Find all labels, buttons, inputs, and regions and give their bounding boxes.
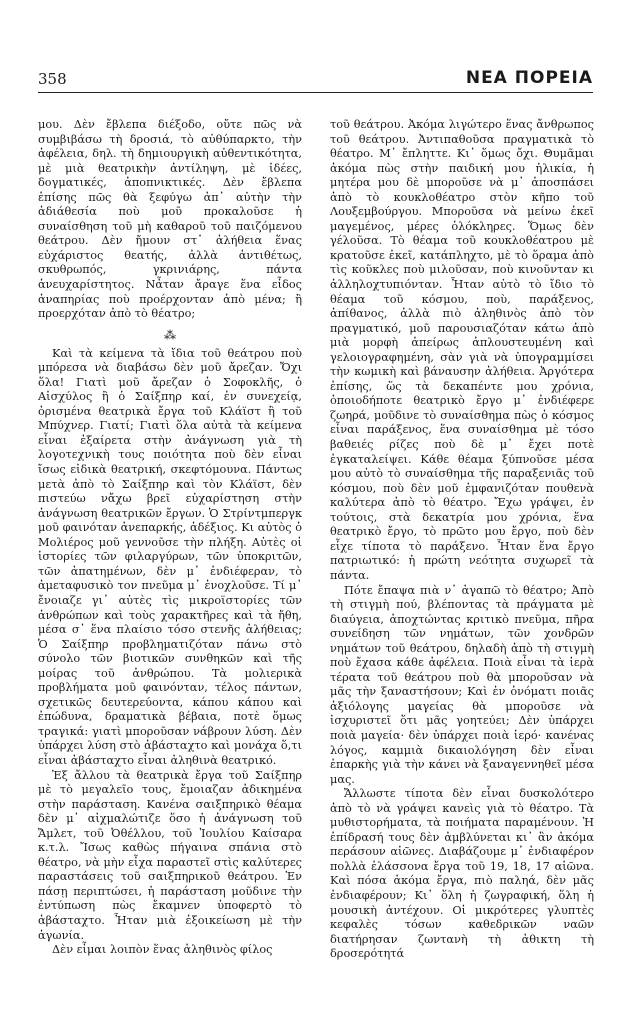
paragraph: Πότε ἔπαψα πιὰ ν᾿ ἀγαπῶ τὸ θέατρο; Ἀπὸ τὴ στιγμὴ πού, βλέποντας τὰ πράγματα μὲ διαύγεια, ἀποχτώντας κριτικὸ πνεῦμα, πῆρα συνείδηση τῶν νημάτων, τῶν χονδρῶν νημάτων τοῦ θεάτρου, δηλαδὴ ἀπὸ τὴ στιγμὴ ποὺ ἔχασα κάθε ἀφέλεια. Ποιὰ εἶναι τὰ ἱερὰ τέρατα τοῦ θεάτρου ποὺ θὰ μποροῦσαν νὰ μᾶς τὴν ξαναστήσουν; Καὶ ἐν ὀνόματι ποιᾶς ἀξιόλογης μαγείας θὰ μποροῦσε νὰ ἰσχυριστεῖ ὅτι μᾶς γοητεύει; Δὲν ὑπάρχει ποιὰ μαγεία· δὲν ὑπάρχει ποιὰ ἱερό· κανένας λόγος, καμμιὰ δικαιολόγηση δὲν εἶναι ἐπαρκὴς γιὰ τὴν κάνει νὰ ξαναγεννηθεῖ μέσα μας. <box>330 583 594 786</box>
paragraph: Ἐξ ἄλλου τὰ θεατρικὰ ἔργα τοῦ Σαίξπηρ μὲ τὸ μεγαλεῖο τους, ἔμοιαζαν ἀδικημένα στὴν παράσταση. Κανένα σαιξπηρικὸ θέαμα δὲν μ᾿ αἰχμαλώτιζε ὅσο ἡ ἀνάγνωση τοῦ Ἄμλετ, τοῦ Ὀθέλλου, τοῦ Ἰουλίου Καίσαρα κ.τ.λ. Ἴσως καθὼς πήγαινα σπάνια στὸ θέατρο, νὰ μὴν εἶχα παραστεῖ στὶς καλύτερες παραστάσεις τοῦ σαιξπηρικοῦ θεάτρου. Ἐν πάσῃ περιπτώσει, ἡ παράσταση μοῦδινε τὴν ἐντύπωση πὼς ἔκαμνεν ὑποφερτὸ τὸ ἀβάσταχτο. Ἦταν μιὰ ἐξοικείωση μὲ τὴν ἀγωνία. <box>38 768 302 942</box>
asterism-divider: ⁂ <box>164 327 176 342</box>
left-column <box>38 118 302 958</box>
page-header <box>38 70 593 93</box>
paragraph: Δὲν εἶμαι λοιπὸν ἕνας ἀληθινὸς φίλος <box>52 943 273 957</box>
paragraph: Ἄλλωστε τίποτα δὲν εἶναι δυσκολότερο ἀπὸ τὸ νὰ γράψει κανεὶς γιὰ τὸ θέατρο. Τὰ μυθιστορήματα, τὰ ποιήματα παραμένουν. Ἡ ἐπίδρασή τους δὲν ἀμβλύνεται κι᾿ ἂν ἀκόμα περάσουν αἰῶνες. Διαβάζουμε μ᾿ ἐνδιαφέρον πολλὰ ἐλάσσονα ἔργα τοῦ 19, 18, 17 αἰῶνα. Καὶ πόσα ἀκόμα ἔργα, πιὸ παληά, δὲν μᾶς ἐνδιαφέρουν; Κι᾿ ὅλη ἡ ζωγραφική, ὅλη ἡ μουσικὴ ἀντέχουν. Οἱ μικρότερες γλυπτὲς κεφαλὲς τόσων καθεδρικῶν ναῶν διατήρησαν ζωντανὴ τὴ ἀθικτη τὴ δροσερότητά <box>330 787 594 961</box>
paragraph: Καὶ τὰ κείμενα τὰ ἴδια τοῦ θεάτρου ποὺ μπόρεσα νὰ διαβάσω δὲν μοῦ ἄρεζαν. Ὄχι ὅλα! Γιατὶ μοῦ ἄρεζαν ὁ Σοφοκλῆς, ὁ Αἰσχύλος ἢ ὁ Σαίξπηρ καί, ἐν συνεχείᾳ, ὁρισμένα θεατρικὰ ἔργα τοῦ Κλάϊστ ἢ τοῦ Μπύχνερ. Γιατί; Γιατὶ ὅλα αὐτὰ τὰ κείμενα εἶναι ἐξαίρετα στὴν ἀνάγνωση γιὰ τὴ λογοτεχνικὴ τους ποιότητα ποὺ δὲν εἶναι ἴσως εἰδικὰ θεατρική, σκεφτόμουνα. Πάντως μετὰ ἀπὸ τὸ Σαίξπηρ καὶ τὸν Κλάϊστ, δὲν πιστεύω νἄχω βρεῖ εὐχαρίστηση στὴν ἀνάγνωση θεατρικῶν ἔργων. Ὁ Στρίντμπεργκ μοῦ φαινόταν ἀνεπαρκής, ἀδέξιος. Κι αὐτὸς ὁ Μολιέρος μοῦ γεννοῦσε τὴν πλήξη. Αὐτὲς οἱ ἱστορίες τῶν φιλαργύρων, τῶν ὑποκριτῶν, τῶν ἀπατημένων, δὲν μ᾿ ἐνδιέφεραν, τὸ ἀμεταφυσικὸ τον πνεῦμα μ᾿ ἐνοχλοῦσε. Τί μ᾿ ἔνοιαζε γι᾿ αὐτὲς τὶς μικροϊστορίες τῶν ἀνθρώπων καὶ τοὺς χαρακτῆρες καὶ τὰ ἤθη, μέσα σ᾿ ἕνα πλαίσιο τόσο στενῆς ἀλήθειας; Ὁ Σαίξπηρ προβληματιζόταν πάνω στὸ σύνολο τῶν βιοτικῶν συνθηκῶν καὶ τῆς μοίρας τοῦ ἀνθρώπου. Τὰ μολιερικὰ προβλήματα μοῦ φαινόνταν, τέλος πάντων, σχετικῶς δευτερεύοντα, κάπου κάπου καὶ ἐπώδυνα, δραματικὰ βέβαια, ποτὲ ὅμως τραγικά: γιατὶ μποροῦσαν νάβρουν λύση. Δὲν ὑπάρχει λύση στὸ ἀβάσταχτο καὶ μονάχα ὅ,τι εἶναι ἀβάσταχτο εἶναι ἀληθινὰ θεατρικό. <box>38 346 302 767</box>
right-column <box>330 118 594 962</box>
paragraph: μου. Δὲν ἔβλεπα διέξοδο, οὔτε πῶς νὰ συμβιβάσω τὴ δροσιά, τὸ αὐθύπαρκτο, τὴν ἀφέλεια, δηλ. τὴ δημιουργικὴ αὐθεντικότητα, μὲ μιὰ θεατρικὴν ἀντίληψη, μὲ ἰδέες, δογματικές, ἀποπνικτικές. Δὲν ἔβλεπα ἐπίσης πῶς θὰ ξεφύγω ἀπ᾿ αὐτὴν τὴν ἀδιάθεσία ποὺ μοῦ προκαλοῦσε ἡ συναίσθηση τοῦ μὴ καθαροῦ τοῦ παιζόμενου θεάτρου. Δὲν ἤμουν στ᾿ ἀλήθεια ἕνας εὐχάριστος θεατής, ἀλλὰ ἀντιθέτως, σκυθρωπός, γκρινιάρης, πάντα ἀνευχαρίστητος. Νἆταν ἄραγε ἕνα εἶδος ἀναπηρίας ποὺ προέρχονταν ἀπὸ μένα; ἢ προερχόταν ἀπὸ τὸ θέατρο; <box>38 118 302 321</box>
journal-title: ΝΕΑ ΠΟΡΕΙΑ <box>465 68 593 88</box>
paragraph: τοῦ θεάτρου. Ἀκόμα λιγώτερο ἕνας ἄνθρωπος τοῦ θεάτρου. Ἀντιπαθοῦσα πραγματικὰ τὸ θέατρο. Μ᾿ ἔπληττε. Κι᾿ ὅμως ὄχι. Θυμᾶμαι ἀκόμα πὼς στὴν παιδική μου ἡλικία, ἡ μητέρα μου δὲ μποροῦσε νὰ μ᾿ ἀποσπάσει ἀπὸ τὸ κουκλοθέατρο στὸν κῆπο τοῦ Λουξεμβούργου. Μποροῦσα νὰ μείνω ἐκεῖ μαγεμένος, μέρες ὁλόκληρες. Ὅμως δὲν γέλοῦσα. Τὸ θέαμα τοῦ κουκλοθέατρου μὲ κρατοῦσε ἐκεῖ, κατάπληχτο, μὲ τὸ ὅραμα ἀπὸ τὶς κοῦκλες ποὺ μιλοῦσαν, ποὺ κινοῦνταν κι ἀλληλοχτυπιόνταν. Ἦταν αὐτὸ τὸ ἴδιο τὸ θέαμα τοῦ κόσμου, ποὺ, παράξενος, ἀπίθανος, ἀλλὰ πιὸ ἀληθινὸς ἀπὸ τὸν πραγματικό, μοῦ παρουσιαζόταν κάτω ἀπὸ μιὰ μορφὴ ἀπείρως ἁπλουστευμένη καὶ γελοιογραφημένη, σὰν γιὰ νὰ ὑπογραμμίσει τὴν κωμικὴ καὶ βάναυσην ἀλήθεια. Ἀργότερα ἐπίσης, ὥς τὰ δεκαπέντε μου χρόνια, ὁποιοδήποτε θεατρικὸ ἔργο μ᾿ ἐνδιέφερε ζωηρά, μοῦδινε τὸ συναίσθημα πὼς ὁ κόσμος εἶναι παράξενος, ἕνα συναίσθημα μὲ τόσο βαθειές ρίζες ποὺ δὲ μ᾿ ἔχει ποτὲ ἐγκαταλείψει. Κάθε θέαμα ξύπνοῦσε μέσα μου αὐτὸ τὸ συναίσθημα τῆς παραξενιᾶς τοῦ κόσμου, ποὺ δὲν μοῦ ἐμφανιζόταν πουθενὰ καλύτερα ἀπὸ τὸ θέατρο. Ἔχω γράψει, ἐν τούτοις, στὰ δεκατρία μου χρόνια, ἕνα θεατρικὸ ἔργο, τὸ πρῶτο μου ἔργο, ποὺ δὲν εἶχε τίποτα τὸ παράξενο. Ἦταν ἕνα ἔργο πατριωτικό: ἡ πρώτη νεότητα συχωρεῖ τὰ πάντα. <box>330 118 594 582</box>
page-number: 358 <box>38 70 67 88</box>
